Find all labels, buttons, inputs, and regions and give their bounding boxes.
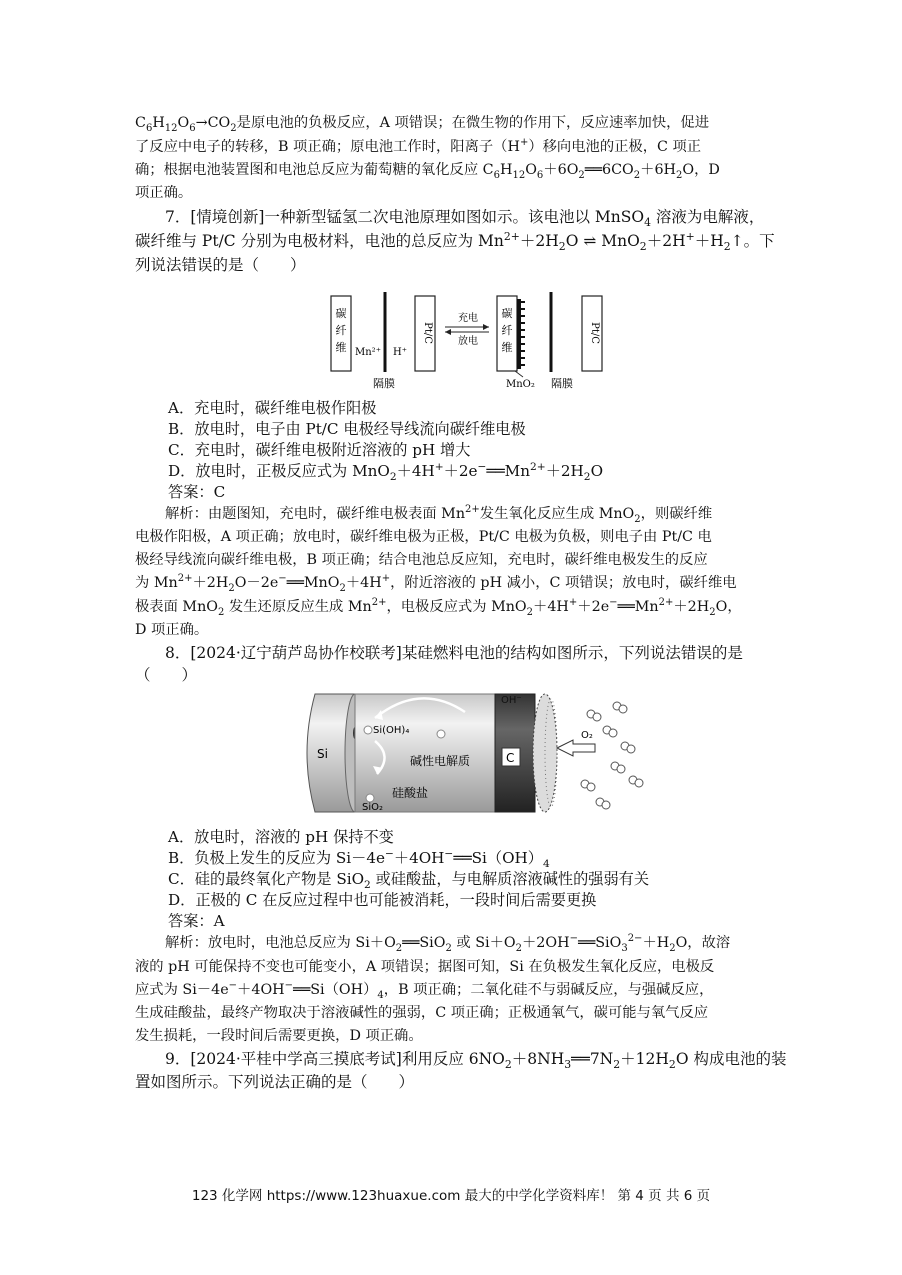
- mno2-deposit: [517, 299, 525, 369]
- page-footer: 123 化学网 https://www.123huaxue.com 最大的中学化学资料库！ 第 4 页 共 6 页: [191, 1188, 711, 1204]
- ptc-label-2: Pt/C: [589, 322, 600, 344]
- explanation-line: 电极作阳极，A 项正确；放电时，碳纤维电极为正极，Pt/C 电极为负极，则电子由 Pt/C 电: [135, 529, 712, 545]
- explanation-line: D 项正确。: [135, 622, 209, 638]
- text-line: 了反应中电子的转移，B 项正确；原电池工作时，阳离子（H+）移向电池的正极，C 项正: [135, 137, 702, 155]
- explanation-line: 应式为 $Si-4e^-+4OH^-══Si(OH)_4$，B 项正确；二氧化硅不与弱碱反应，与强碱反应，: [135, 980, 714, 1001]
- question-9-stem: 9．[2024·平桂中学高三摸底考试]利用反应 $6NO_2+8NH_3══7N_2+12H_2O$ 构成电池的装: [165, 1050, 787, 1072]
- text-line: 确；根据电池装置图和电池总反应为葡萄糖的氧化反应 $C_6H_{12}O_6+6O_2══6CO_2+6H_2O$，D: [135, 162, 720, 181]
- svg-text:纤: 纤: [335, 324, 347, 337]
- explanation-line: 生成硅酸盐，最终产物取决于溶液碱性的强弱，C 项正确；正极通氧气，碳可能与氧气反应: [135, 1005, 709, 1021]
- question-7-stem: 7．[情境创新]一种新型锰氢二次电池原理如图如示。该电池以 MnSO$_4$ 溶液为电解液，: [165, 208, 765, 230]
- option-c: C．硅的最终氧化产物是 SiO$_2$ 或硅酸盐，与电解质溶液碱性的强弱有关: [168, 870, 650, 892]
- question-7-stem: 列说法错误的是（ ）: [135, 256, 306, 274]
- question-9-stem: 置如图所示。下列说法正确的是（ ）: [135, 1073, 415, 1091]
- discharge-label: 放电: [458, 336, 478, 347]
- oh-label: OH⁻: [501, 695, 522, 706]
- o2-label: O₂: [581, 730, 593, 741]
- option-d: D．放电时，正极反应式为 $MnO_2+4H^++2e^-══Mn^{2+}+2H_2O$: [168, 459, 604, 484]
- explanation-line: 液的 pH 可能保持不变也可能变小，A 项错误；据图可知，Si 在负极发生氧化反应，电极反: [135, 959, 715, 975]
- c-label: C: [506, 751, 515, 765]
- question-7-diagram: [325, 287, 625, 395]
- explanation-line: 解析：放电时，电池总反应为 $Si+O_2══SiO_2$ 或 $Si+O_2+2OH^-══SiO_3^{2-}+H_2O$，故溶: [165, 933, 731, 954]
- electrolyte-label: 碱性电解质: [410, 754, 471, 768]
- option-d: D．正极的 C 在反应过程中也可能被消耗，一段时间后需要更换: [168, 891, 597, 909]
- h-ion-label: H⁺: [393, 347, 407, 358]
- question-7-stem: 碳纤维与 Pt/C 分别为电极材料，电池的总反应为 $Mn^{2+}+2H_2O$ ⇌ $MnO_2+2H^++H_2↑$。下: [135, 229, 775, 254]
- text-line: $C_6H_{12}O_6\to CO_2$是原电池的负极反应，A 项错误；在微生物的作用下，反应速率加快，促进: [135, 115, 710, 134]
- ptc-label: Pt/C: [422, 322, 433, 344]
- carbon-fiber-label-1: 碳: [335, 307, 347, 320]
- explanation-line: 极表面 MnO$_2$ 发生还原反应生成 $Mn^{2+}$，电极反应式为 $MnO_2+4H^++2e^-══Mn^{2+}+2H_2O$，: [135, 597, 742, 618]
- svg-text:纤: 纤: [501, 324, 513, 337]
- charge-label: 充电: [458, 313, 478, 324]
- option-b: B．负极上发生的反应为 $Si-4e^-+4OH^-══Si(OH)_4$: [168, 846, 550, 871]
- sioh4-label: Si(OH)₄: [373, 725, 410, 736]
- air-mesh: [533, 694, 557, 812]
- membrane-label-2: 隔膜: [551, 377, 573, 390]
- option-c: C．充电时，碳纤维电极附近溶液的 pH 增大: [168, 441, 471, 459]
- explanation-line: 极经导线流向碳纤维电极，B 项正确；结合电池总反应知，充电时，碳纤维电极发生的反应: [135, 552, 708, 568]
- option-a: A．充电时，碳纤维电极作阳极: [168, 399, 377, 417]
- svg-text:维: 维: [335, 341, 347, 354]
- question-8-diagram: [295, 686, 655, 821]
- mno2-label: MnO₂: [506, 379, 535, 390]
- svg-text:碳: 碳: [501, 307, 513, 320]
- explanation-line: 发生损耗，一段时间后需要更换，D 项正确。: [135, 1028, 423, 1044]
- explanation-line: 解析：由题图知，充电时，碳纤维电极表面 $Mn^{2+}$发生氧化反应生成 MnO$_2$，则碳纤维: [165, 504, 713, 525]
- si-label: Si: [317, 747, 328, 761]
- membrane-label: 隔膜: [373, 377, 395, 390]
- svg-text:维: 维: [501, 341, 513, 354]
- answer-8: 答案：A: [168, 912, 225, 930]
- text-line: 项正确。: [135, 185, 193, 201]
- o2-arrow: [557, 740, 595, 756]
- option-a: A．放电时，溶液的 pH 保持不变: [168, 828, 394, 846]
- mn-ion-label: Mn²⁺: [355, 347, 381, 358]
- option-b: B．放电时，电子由 Pt/C 电极经导线流向碳纤维电极: [168, 420, 526, 438]
- sio2-label: SiO₂: [362, 802, 384, 813]
- question-8-stem: 8．[2024·辽宁葫芦岛协作校联考]某硅燃料电池的结构如图所示，下列说法错误的是: [165, 644, 743, 662]
- answer-7: 答案：C: [168, 483, 226, 501]
- oxygen-molecules: [581, 702, 643, 809]
- question-8-stem: （ ）: [135, 666, 198, 684]
- silicate-label: 硅酸盐: [392, 786, 429, 800]
- explanation-line: 为 $Mn^{2+}+2H_2O-2e^-══MnO_2+4H^+$，附近溶液的 pH 减小，C 项错误；放电时，碳纤维电: [135, 573, 737, 594]
